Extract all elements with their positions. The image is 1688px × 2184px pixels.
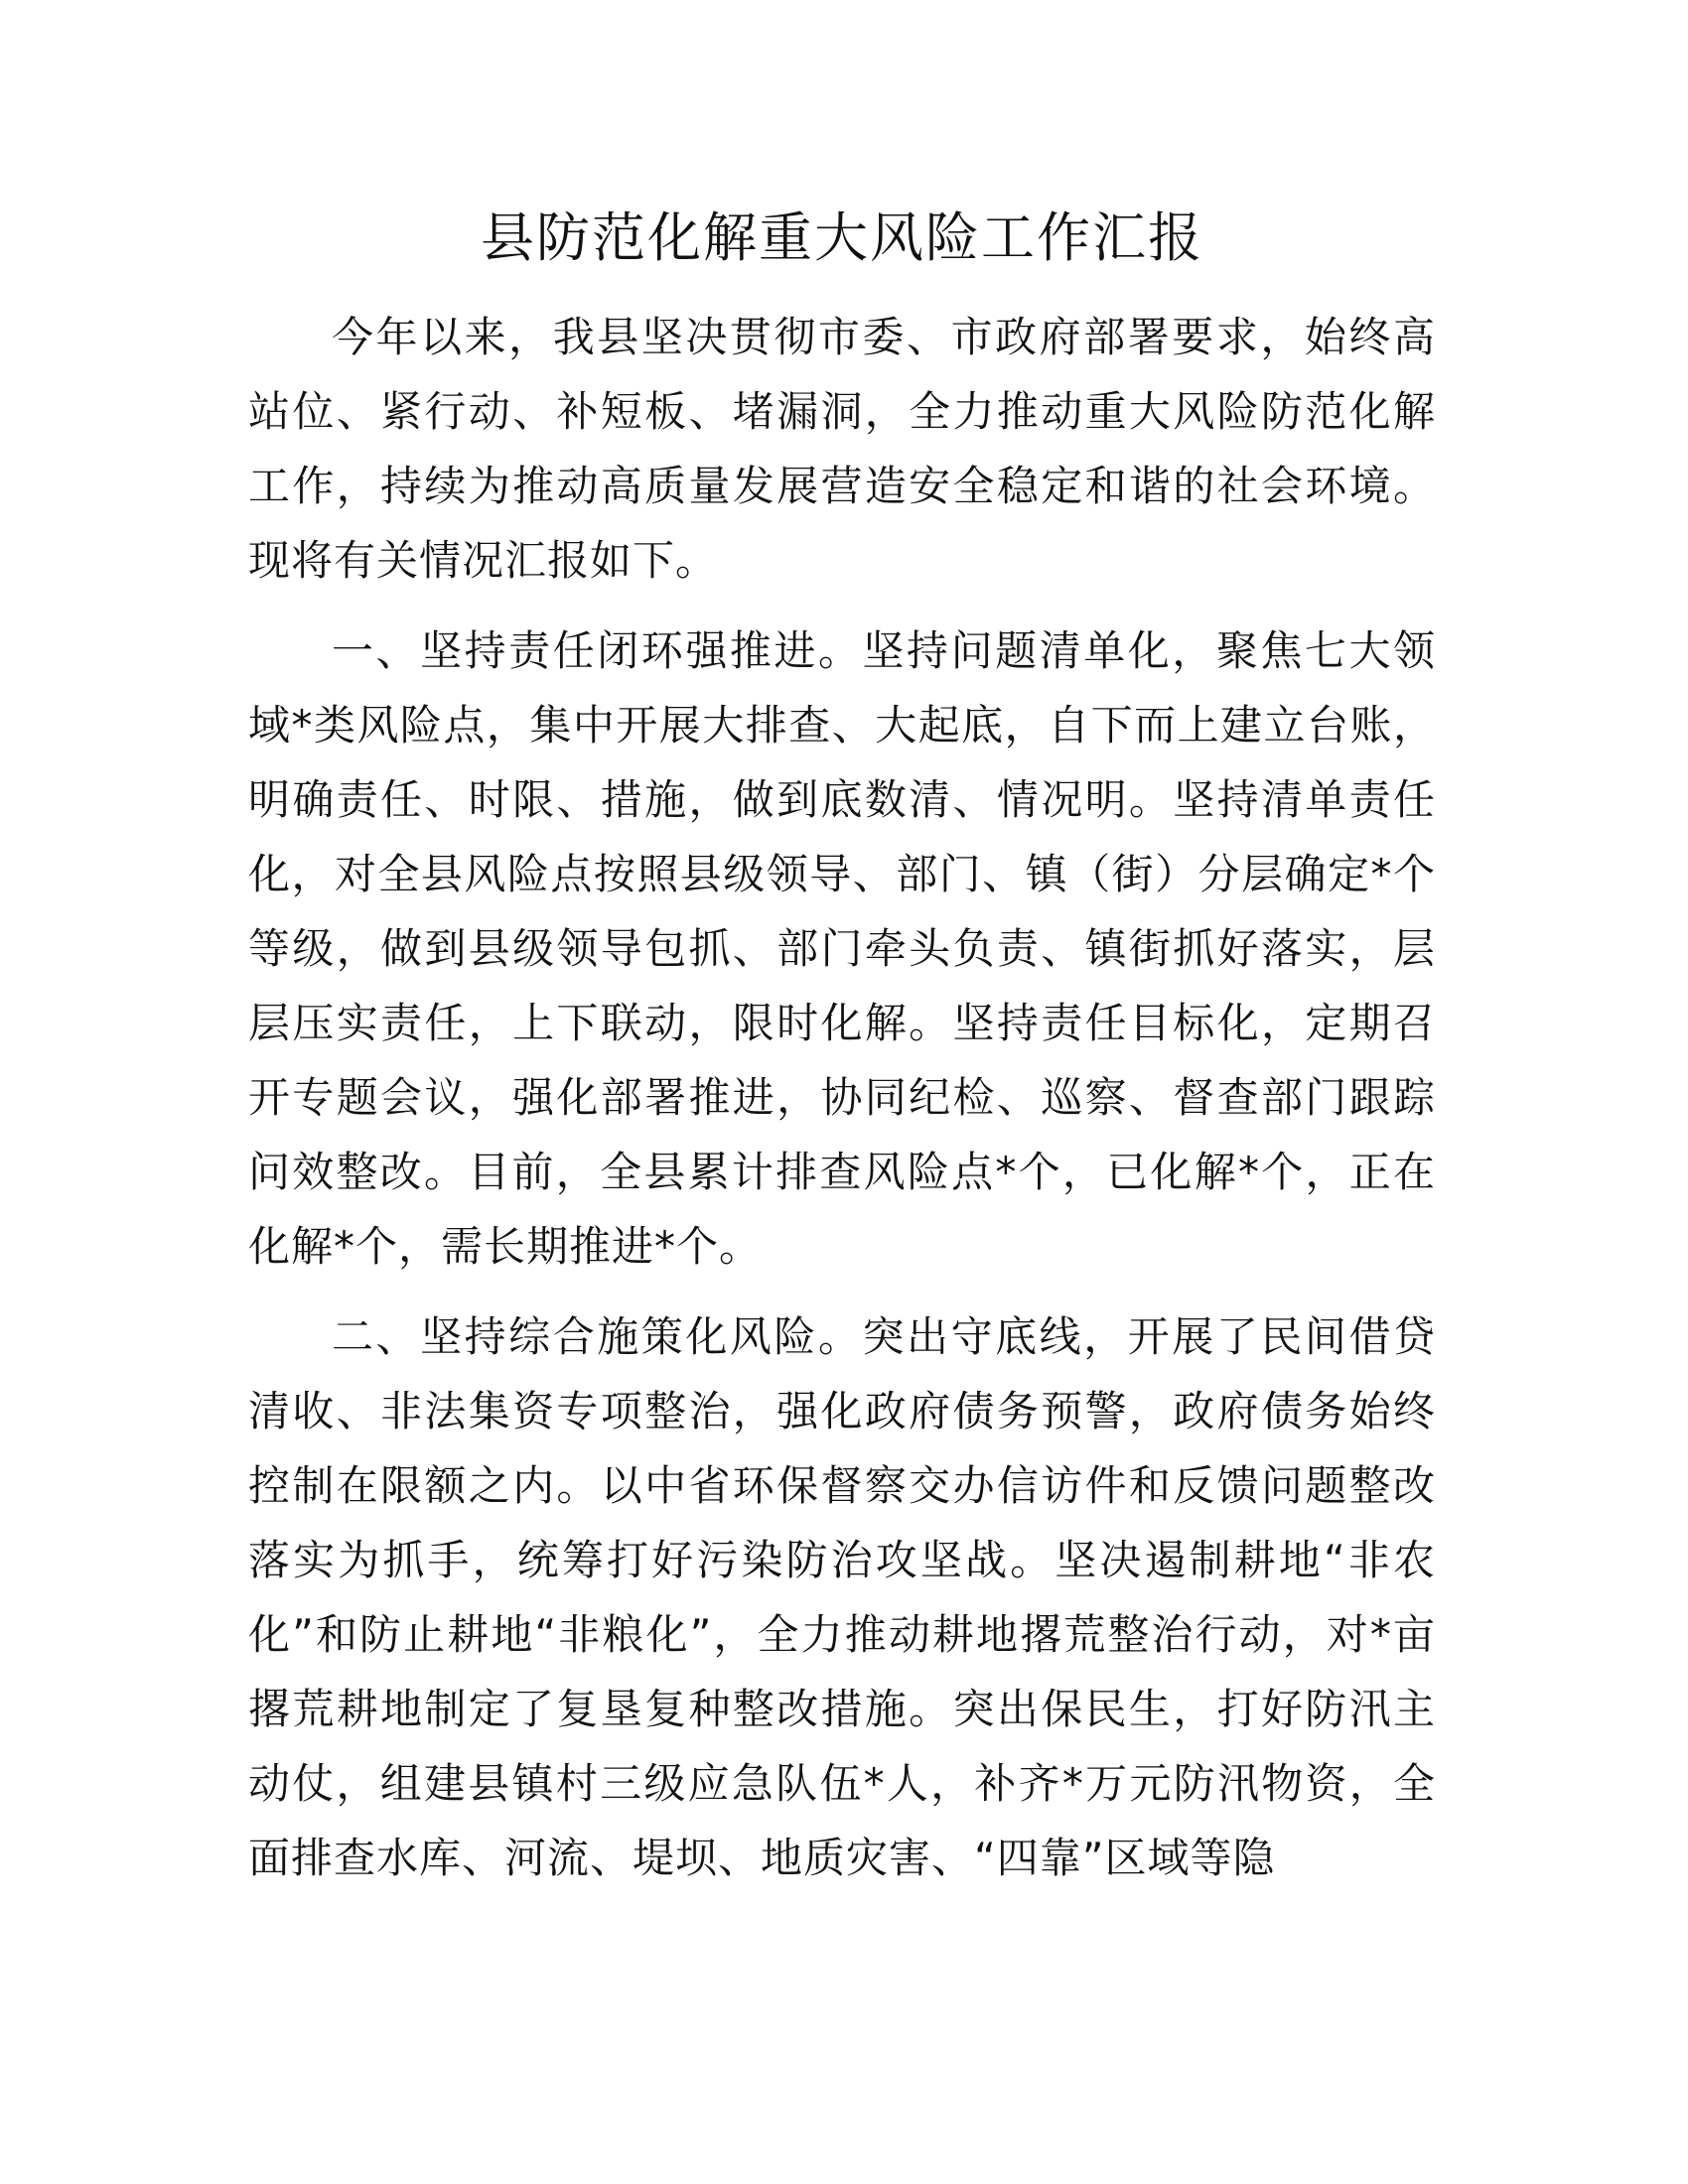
document-title: 县防范化解重大风险工作汇报 [481, 206, 1203, 269]
document-body [248, 199, 1436, 1911]
paragraph-section-two: 二、坚持综合施策化风险。突出守底线，开展了民间借贷清收、非法集资专项整治，强化政府债务预警，政府债务始终控制在限额之内。以中省环保督察交办信访件和反馈问题整改落实为抓手，统筹打好污染防治攻坚战。坚决遏制耕地“非农化”和防止耕地“非粮化”，全力推动耕地撂荒整治行动，对*亩撂荒耕地制定了复垦复种整改措施。突出保民生，打好防汛主动仗，组建县镇村三级应急队伍*人，补齐*万元防汛物资，全面排查水库、河流、堤坝、地质灾害、“四靠”区域等隐 [248, 1312, 1436, 1882]
paragraph-section-one: 一、坚持责任闭环强推进。坚持问题清单化，聚焦七大领域*类风险点，集中开展大排查、大起底，自下而上建立台账，明确责任、时限、措施，做到底数清、情况明。坚持清单责任化，对全县风险点按照县级领导、部门、镇（街）分层确定*个等级，做到县级领导包抓、部门牵头负责、镇街抓好落实，层层压实责任，上下联动，限时化解。坚持责任目标化，定期召开专题会议，强化部署推进，协同纪检、巡察、督查部门跟踪问效整改。目前，全县累计排查风险点*个，已化解*个，正在化解*个，需长期推进*个。 [248, 626, 1436, 1271]
paragraph-intro: 今年以来，我县坚决贯彻市委、市政府部署要求，始终高站位、紧行动、补短板、堵漏洞，全力推动重大风险防范化解工作，持续为推动高质量发展营造安全稳定和谐的社会环境。现将有关情况汇报如下。 [248, 313, 1436, 585]
